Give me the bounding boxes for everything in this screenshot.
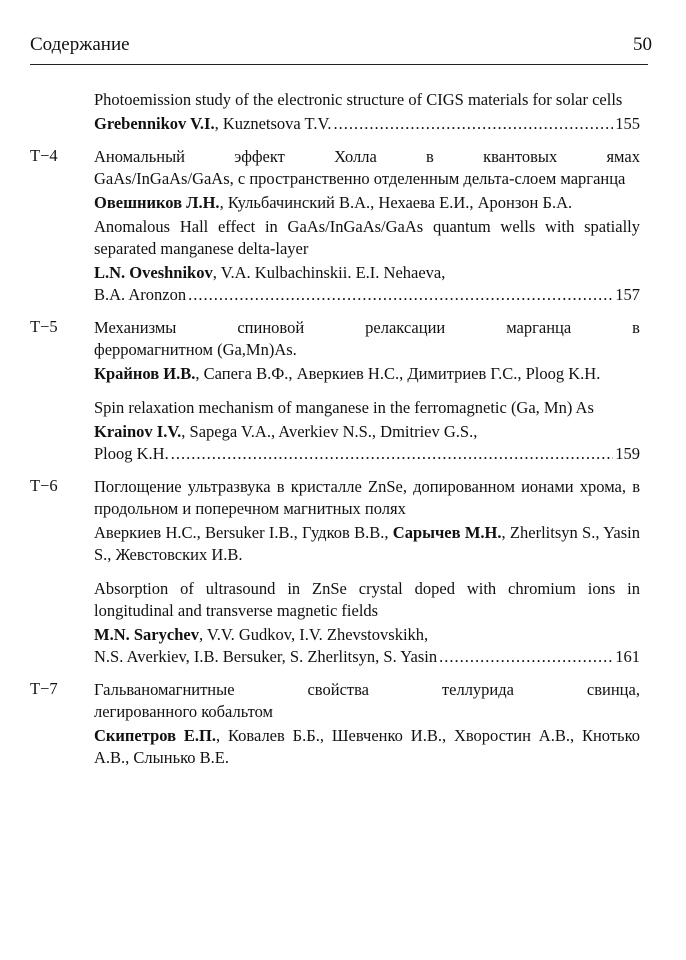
entry-title-en: Absorption of ultrasound in ZnSe crystal doped with chromium ions in longitudinal and transverse magnetic fields [94, 579, 640, 620]
entry-authors-ru [94, 725, 640, 769]
lead-author: Сарычев М.Н. [392, 523, 502, 542]
toc-entry [30, 317, 642, 465]
entry-authors-ru [94, 192, 640, 214]
entry-authors-en-line [94, 624, 640, 646]
entry-title-en: Spin relaxation mechanism of manganese in the ferromagnetic (Ga, Mn) As [94, 398, 594, 417]
dot-leader [188, 284, 613, 306]
dot-leader [171, 443, 614, 465]
lead-author: Grebennikov V.I. [94, 114, 215, 133]
entry-authors-en [94, 113, 640, 135]
entry-authors-en [94, 284, 640, 306]
page-number: 50 [633, 34, 652, 55]
title-word: в [632, 318, 640, 337]
title-word: релаксации [365, 318, 446, 337]
header-rule [30, 64, 648, 65]
contents-list [30, 89, 642, 780]
entry-title-ru-line [94, 317, 640, 339]
co-authors: , Кульбачинский В.А., Нехаева Е.И., Аронзон Б.А. [219, 193, 573, 212]
entry-page: 161 [615, 647, 640, 666]
entry-title-en: Anomalous Hall effect in GaAs/InGaAs/GaAs quantum wells with spatially separated manganese delta-layer [94, 217, 640, 258]
co-authors: N.S. Averkiev, I.B. Bersuker, S. Zherlitsyn, S. Yasin [94, 647, 438, 666]
entry-code: T−5 [30, 317, 58, 336]
co-authors: B.A. Aronzon [94, 285, 187, 304]
co-authors: Ploog K.H. [94, 444, 169, 463]
toc-entry [30, 476, 642, 668]
title-word: квантовых [483, 147, 558, 166]
entry-code: T−6 [30, 476, 58, 495]
title-word: Аномальный [94, 147, 185, 166]
title-word: эффект [234, 147, 285, 166]
co-authors: , Zherlitsyn S., Yasin S., Жевстовских И.В. [94, 523, 640, 564]
lead-author: Krainov I.V. [94, 422, 182, 441]
lead-author: M.N. Sarychev [94, 625, 199, 644]
entry-page: 157 [615, 285, 640, 304]
entry-authors-en-line [94, 421, 640, 443]
co-authors: , Sapega V.A., Averkiev N.S., Dmitriev G.S., [181, 422, 478, 441]
entry-title-ru: легированного кобальтом [94, 702, 273, 721]
entry-authors-en-line [94, 262, 640, 284]
lead-author: Скипетров Е.П. [94, 726, 216, 745]
entry-code: T−4 [30, 146, 58, 165]
title-word: спиновой [237, 318, 305, 337]
entry-code: T−7 [30, 679, 58, 698]
running-header [30, 34, 652, 60]
dot-leader [439, 646, 613, 668]
lead-author: Овешников Л.Н. [94, 193, 220, 212]
entry-authors-en [94, 443, 640, 465]
title-word: теллурида [441, 680, 514, 699]
entry-page: 159 [615, 444, 640, 463]
co-authors: , V.A. Kulbachinskii. E.I. Nehaeva, [212, 263, 446, 282]
entry-title-ru-line [94, 146, 640, 168]
title-word: Механизмы [94, 318, 177, 337]
entry-authors-en [94, 646, 640, 668]
lead-author: Крайнов И.В. [94, 364, 196, 383]
co-authors: Аверкиев Н.С., Bersuker I.B., Гудков В.В., [94, 523, 393, 542]
entry-title-ru: Поглощение ультразвука в кристалле ZnSe, допированном ионами хрома, в продольном и поперечном магнитных полях [94, 477, 640, 518]
title-word: в [426, 147, 434, 166]
entry-title-ru-line [94, 679, 640, 701]
title-word: свинца, [586, 680, 640, 699]
entry-page: 155 [615, 114, 640, 133]
lead-author: L.N. Oveshnikov [94, 263, 213, 282]
title-word: Гальваномагнитные [94, 680, 235, 699]
dot-leader [333, 113, 613, 135]
toc-entry [30, 679, 642, 769]
title-word: Холла [334, 147, 377, 166]
co-authors: , Ковалев Б.Б., Шевченко И.В., Хворостин А.В., Кнотько А.В., Слынько В.Е. [94, 726, 640, 767]
header-title: Содержание [30, 34, 130, 55]
co-authors: , Сапега В.Ф., Аверкиев Н.С., Димитриев Г.С., Ploog K.H. [195, 364, 601, 383]
toc-entry [30, 146, 642, 306]
title-word: свойства [307, 680, 369, 699]
entry-authors-ru [94, 363, 640, 385]
toc-entry [30, 89, 642, 135]
entry-authors-ru [94, 522, 640, 566]
co-authors: , V.V. Gudkov, I.V. Zhevstovskikh, [198, 625, 429, 644]
co-authors: , Kuznetsova T.V. [214, 114, 332, 133]
title-word: марганца [506, 318, 572, 337]
entry-title-ru: GaAs/InGaAs/GaAs, с пространственно отделенным дельта-слоем марганца [94, 169, 626, 188]
title-word: ямах [606, 147, 640, 166]
entry-title-ru: ферромагнитном (Ga,Mn)As. [94, 340, 297, 359]
entry-title-en: Photoemission study of the electronic structure of CIGS materials for solar cells [94, 90, 623, 109]
